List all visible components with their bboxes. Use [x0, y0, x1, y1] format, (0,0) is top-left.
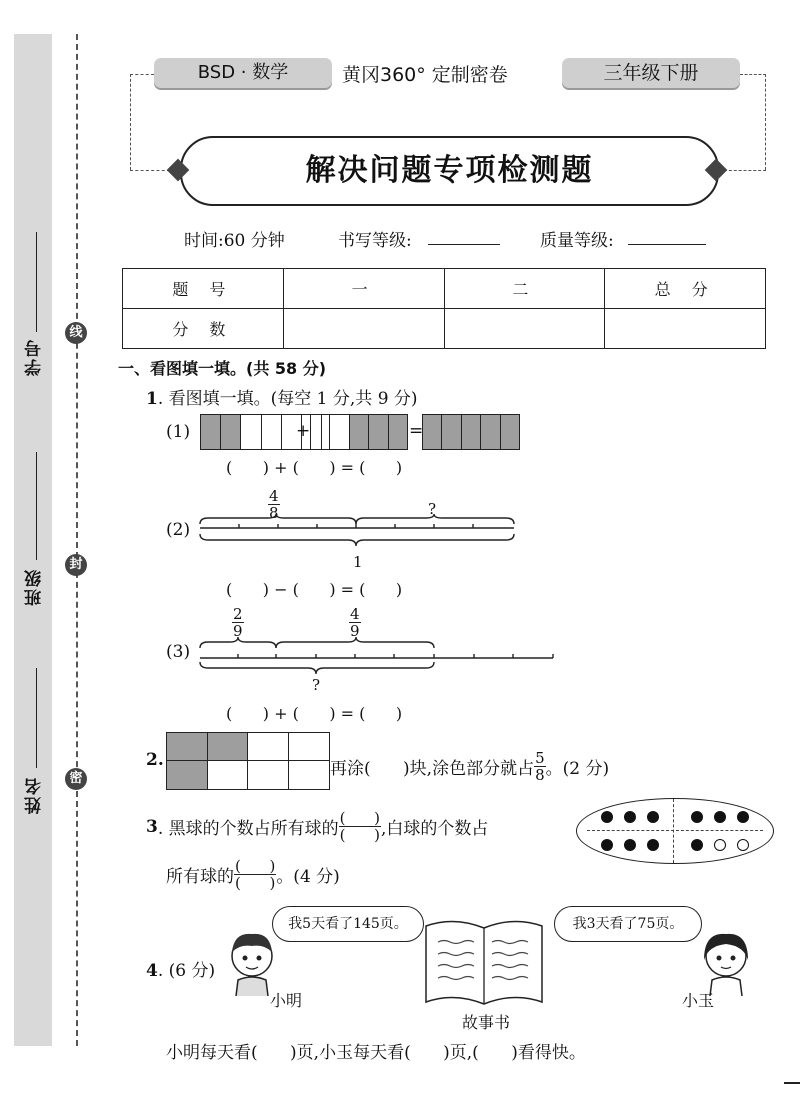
- writing-grade-label: 书写等级:: [338, 231, 412, 251]
- numerator: 4: [269, 487, 279, 505]
- xiaoyu-speech-bubble: 我3天看了75页。: [554, 906, 702, 942]
- grid-8-cells: [166, 732, 330, 790]
- denominator-blank[interactable]: ( ): [235, 874, 276, 892]
- seal-line-icon: 线: [65, 322, 87, 344]
- header-cell: 二: [444, 269, 605, 309]
- time-limit: 时间:60 分钟: [184, 231, 285, 251]
- question-3-line-1: [146, 810, 488, 843]
- cut-line: [76, 34, 78, 1046]
- question-text: . 看图填一填。(每空 1 分,共 9 分): [157, 389, 418, 409]
- number-line-3: [198, 636, 558, 676]
- ball-oval: [576, 798, 774, 864]
- name-label: 姓名: [25, 776, 45, 814]
- denominator: 9: [233, 622, 243, 640]
- q3-points: 。(4 分): [276, 867, 340, 887]
- seal-secret-icon: 密: [65, 768, 87, 790]
- quality-grade-field[interactable]: [628, 244, 706, 245]
- part-label: (1): [166, 422, 191, 442]
- quality-grade-label: 质量等级:: [540, 231, 614, 251]
- answer-fraction[interactable]: [234, 858, 276, 891]
- oval-divider: [673, 799, 674, 863]
- question-2-text: [330, 750, 609, 783]
- xiaoming-speech-bubble: 我5天看了145页。: [272, 906, 424, 942]
- numerator: 2: [233, 605, 243, 623]
- white-ball-icon: [737, 839, 749, 851]
- q3-text: 所有球的: [166, 867, 234, 887]
- numerator: 5: [535, 749, 545, 767]
- series-name: 黄冈360° 定制密卷: [342, 64, 508, 86]
- black-ball-icon: [714, 811, 726, 823]
- score-cell[interactable]: [444, 309, 605, 349]
- answer-fraction[interactable]: [339, 810, 381, 843]
- binding-strip: [14, 34, 52, 1046]
- q2-points: 。(2 分): [545, 759, 610, 779]
- question-3-line-2: [166, 858, 340, 891]
- page-edge-mark: [784, 1082, 800, 1084]
- header-dash-left-low: [130, 170, 170, 171]
- black-ball-icon: [624, 839, 636, 851]
- question-1: [146, 384, 418, 409]
- writing-grade-field[interactable]: [428, 244, 500, 245]
- denominator: 9: [350, 622, 360, 640]
- header-vdash-right: [765, 74, 766, 170]
- black-ball-icon: [691, 839, 703, 851]
- header-dash-left: [130, 74, 154, 75]
- xiaoyu-label: 小玉: [682, 991, 715, 1010]
- student-id-label: 学号: [25, 338, 45, 376]
- header-cell: 总 分: [605, 269, 766, 309]
- question-number: 3: [146, 816, 158, 837]
- answer-equation[interactable]: ( ) − ( ) = ( ): [226, 580, 403, 599]
- plus-sign: +: [296, 421, 311, 441]
- q2-blank[interactable]: 再涂( )块,涂色部分就占: [330, 759, 535, 779]
- numerator-blank[interactable]: ( ): [235, 857, 276, 875]
- class-field[interactable]: [36, 452, 37, 560]
- denominator: 8: [269, 504, 279, 522]
- fraction-label: [349, 606, 361, 639]
- header-dash-right: [740, 74, 766, 75]
- score-table: [122, 268, 766, 349]
- table-row: [123, 269, 766, 309]
- grade-badge: 三年级下册: [562, 58, 740, 88]
- row-label: 分 数: [123, 309, 284, 349]
- answer-equation[interactable]: ( ) + ( ) = ( ): [226, 704, 403, 723]
- class-label: 班级: [25, 568, 45, 606]
- header-cell: 一: [283, 269, 444, 309]
- black-ball-icon: [601, 811, 613, 823]
- total-label: 1: [353, 553, 363, 571]
- fraction-5-8: [534, 750, 546, 783]
- page-title: 解决问题专项检测题: [180, 136, 719, 206]
- black-ball-icon: [691, 811, 703, 823]
- story-book-icon: [422, 912, 546, 1006]
- student-id-field[interactable]: [36, 232, 37, 332]
- header-dash-right-low: [724, 170, 766, 171]
- black-ball-icon: [647, 811, 659, 823]
- denominator-blank[interactable]: ( ): [339, 826, 380, 844]
- question-4-answer[interactable]: 小明每天看( )页,小玉每天看( )页,( )看得快。: [166, 1043, 586, 1063]
- score-cell[interactable]: [283, 309, 444, 349]
- question-4: [146, 956, 215, 981]
- xiaoming-label: 小明: [270, 991, 303, 1010]
- q3-text: ,白球的个数占: [380, 819, 489, 839]
- black-ball-icon: [624, 811, 636, 823]
- answer-equation[interactable]: ( ) + ( ) = ( ): [226, 458, 403, 477]
- header-vdash-left: [130, 74, 131, 170]
- q3-text: . 黑球的个数占所有球的: [157, 819, 339, 839]
- numerator: 4: [350, 605, 360, 623]
- equals-sign: =: [409, 421, 424, 441]
- black-ball-icon: [647, 839, 659, 851]
- number-line-2: [198, 514, 520, 554]
- question-number: 2.: [146, 750, 164, 770]
- unknown-mark: ?: [312, 676, 321, 694]
- question-number: 4: [146, 961, 158, 981]
- fraction-label: [232, 606, 244, 639]
- book-label: 故事书: [462, 1013, 511, 1032]
- oval-divider: [587, 830, 763, 831]
- question-number: 1: [146, 389, 158, 409]
- unknown-mark: ?: [428, 500, 437, 518]
- black-ball-icon: [737, 811, 749, 823]
- denominator: 8: [535, 766, 545, 784]
- q2-number: 2: [146, 750, 158, 770]
- part-label: (2): [166, 520, 191, 540]
- section-title: 一、看图填一填。(共 58 分): [118, 359, 327, 378]
- name-field[interactable]: [36, 668, 37, 768]
- part-label: (3): [166, 642, 191, 662]
- fraction-bar-b: [310, 414, 408, 450]
- seal-seal-icon: 封: [65, 554, 87, 576]
- subject-badge: BSD · 数学: [154, 58, 332, 88]
- header-cell: 题 号: [123, 269, 284, 309]
- score-cell[interactable]: [605, 309, 766, 349]
- numerator-blank[interactable]: ( ): [339, 809, 380, 827]
- black-ball-icon: [601, 839, 613, 851]
- white-ball-icon: [714, 839, 726, 851]
- fraction-bar-c: [422, 414, 520, 450]
- q4-points: . (6 分): [157, 961, 216, 981]
- table-row: [123, 309, 766, 349]
